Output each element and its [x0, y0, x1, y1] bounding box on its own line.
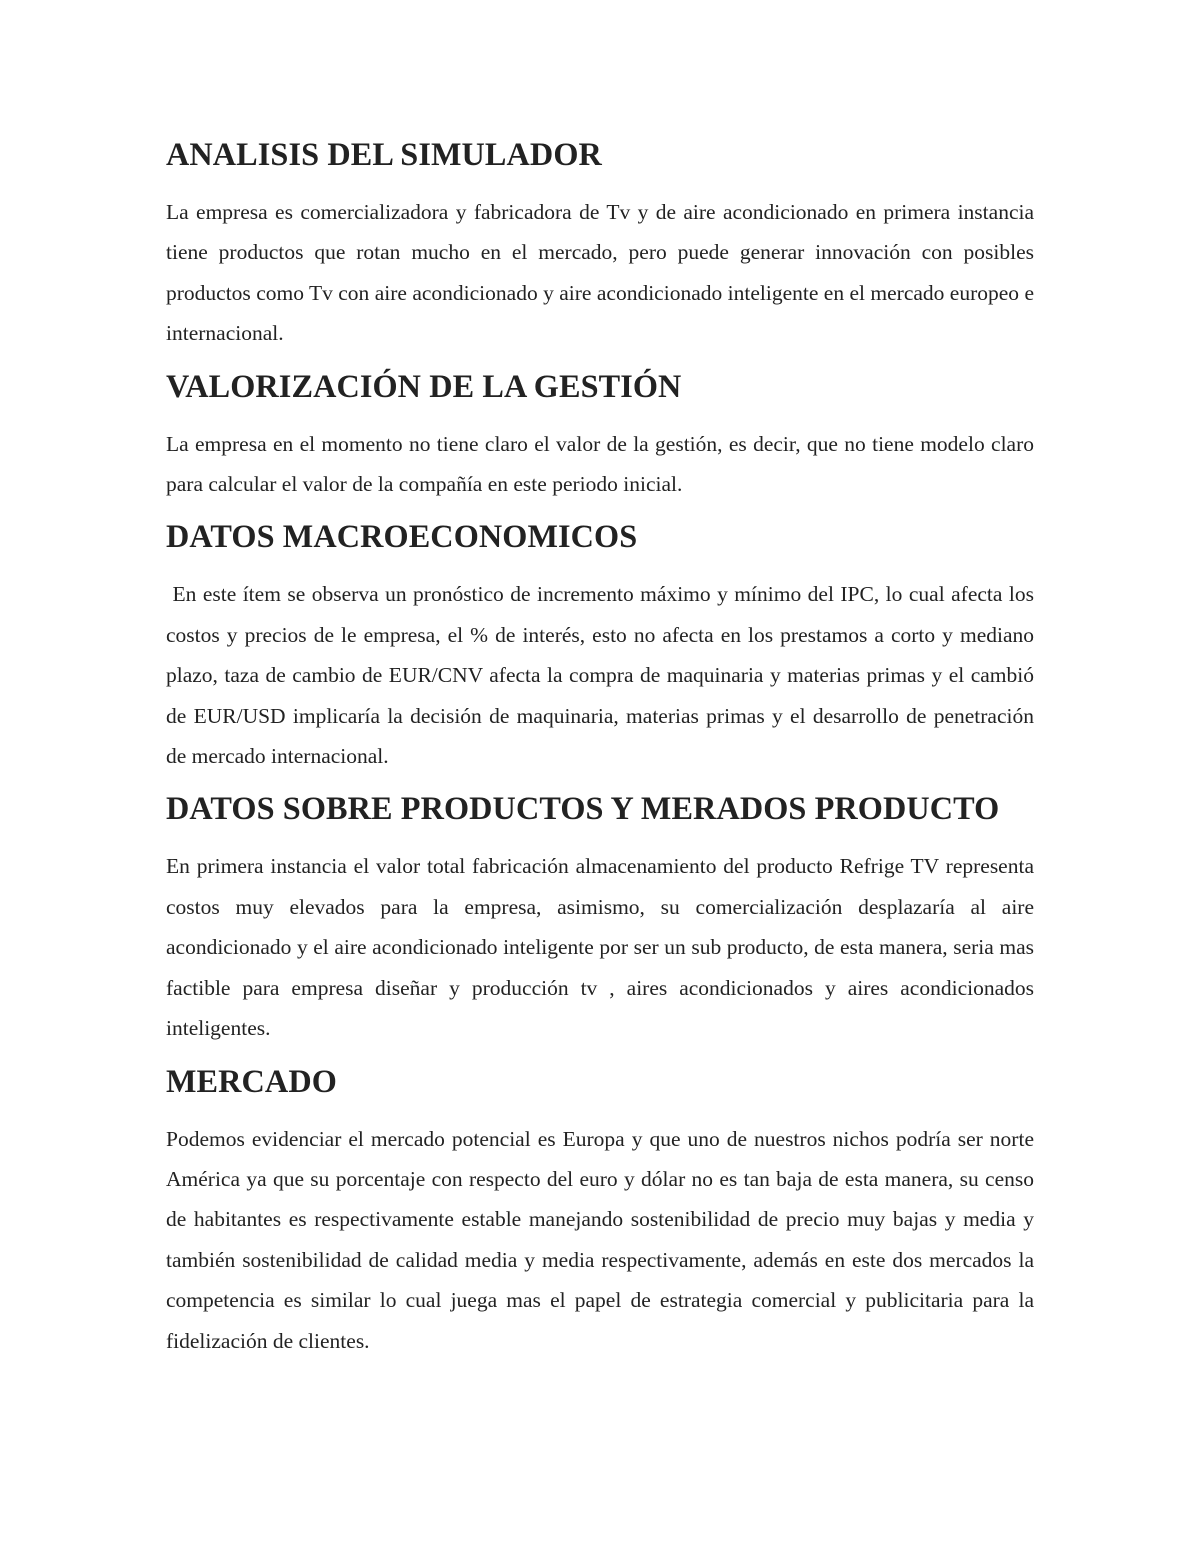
section-heading: DATOS SOBRE PRODUCTOS Y MERADOS PRODUCTO — [166, 790, 1000, 827]
section-analisis-del-simulador — [166, 138, 1034, 370]
section-heading: ANALISIS DEL SIMULADOR — [166, 136, 602, 172]
section-valorizacion-de-la-gestion — [166, 367, 1034, 521]
section-paragraph: La empresa en el momento no tiene claro el valor de la gestión, es decir, que no tiene modelo claro para calcular el valor de la compañía en este periodo inicial. — [166, 431, 1034, 497]
section-paragraph: En primera instancia el valor total fabricación almacenamiento del producto Refrige TV representa costos muy elevados para la empresa, asimismo, su comercialización desplazaría al aire acondicionado y el aire acondicionado inteligente por ser un sub producto, de esta manera, seria mas factible para empresa diseñar y producción tv , aires acondicionados y aires acondicionados inteligentes. — [166, 854, 1034, 1041]
section-paragraph: En este ítem se observa un pronóstico de incremento máximo y mínimo del IPC, lo cual afecta los costos y precios de le empresa, el % de interés, esto no afecta en los prestamos a corto y mediano plazo, taza de cambio de EUR/CNV afecta la compra de maquinaria y materias primas y el cambió de EUR/USD implicaría la decisión de maquinaria, materias primas y el desarrollo de penetración de mercado internacional. — [166, 582, 1040, 769]
document-page — [166, 136, 1040, 1361]
section-paragraph: La empresa es comercializadora y fabricadora de Tv y de aire acondicionado en primera instancia tiene productos que rotan mucho en el mercado, pero puede generar innovación con posibles productos como Tv con aire acondicionado y aire acondicionado inteligente en el mercado europeo e internacional. — [166, 200, 1034, 346]
section-heading: DATOS MACROECONOMICOS — [166, 518, 638, 555]
section-datos-sobre-productos — [166, 792, 1034, 1064]
section-mercado — [166, 1062, 1034, 1361]
section-heading: VALORIZACIÓN DE LA GESTIÓN — [166, 367, 682, 404]
section-heading: MERCADO — [166, 1062, 337, 1099]
section-datos-macroeconomicos — [166, 518, 1040, 792]
section-paragraph: Podemos evidenciar el mercado potencial es Europa y que uno de nuestros nichos podría ser norte América ya que su porcentaje con respecto del euro y dólar no es tan baja de esta manera, su censo de habitantes es respectivamente estable manejando sostenibilidad de precio muy bajas y media y también sostenibilidad de calidad media y media respectivamente, además en este dos mercados la competencia es similar lo cual juega mas el papel de estrategia comercial y publicitaria para la fidelización de clientes. — [166, 1126, 1034, 1353]
